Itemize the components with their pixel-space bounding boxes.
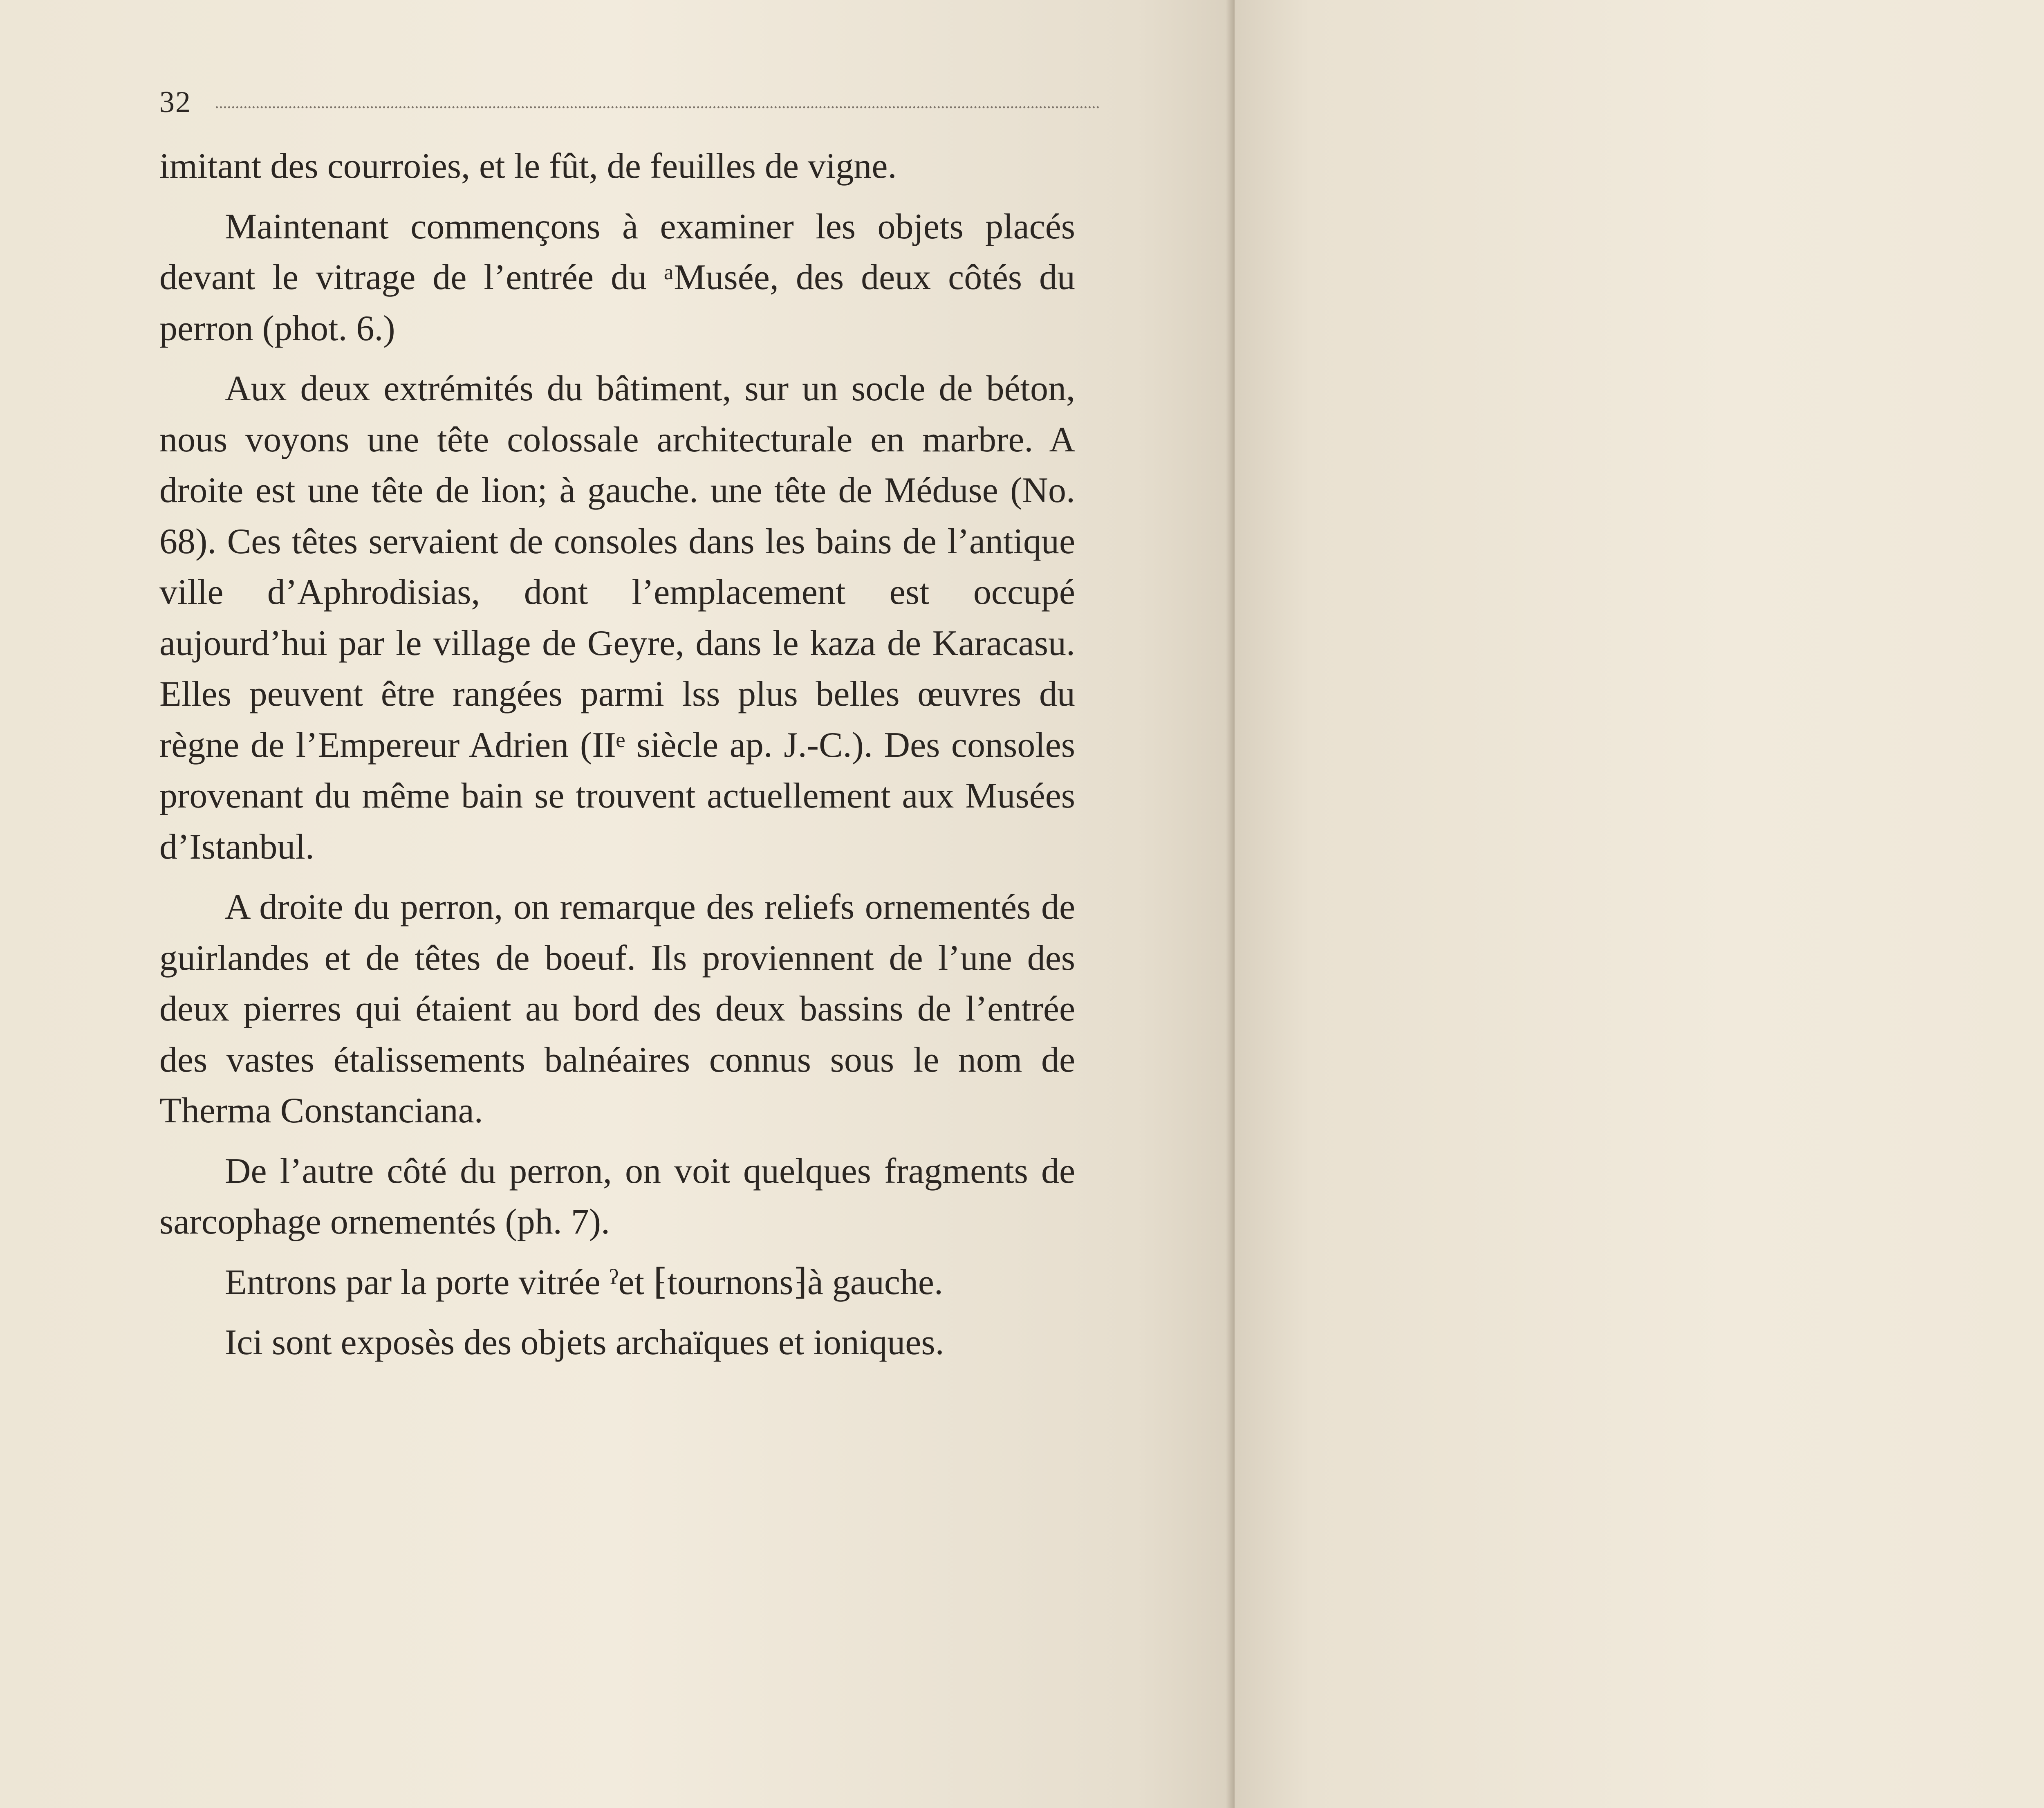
paragraph-5: De l’autre côté du perron, on voit quelques fragments de sarcophage ornementés (ph. 7). bbox=[159, 1151, 1075, 1242]
right-page bbox=[1235, 0, 2044, 1808]
page-number-left: 32 bbox=[159, 85, 191, 119]
header-dotted-rule bbox=[216, 106, 1100, 108]
paragraph-7: Ici sont exposès des objets archaïques et ioniques. bbox=[225, 1323, 944, 1362]
paragraph-6: Entrons par la porte vitrée ˀet ⁅tournons⁆à gauche. bbox=[225, 1262, 943, 1302]
paragraph-2: Maintenant commençons à examiner les objets placés devant le vitrage de l’entrée du ᵃMusée, des deux côtés du perron (phot. 6.) bbox=[159, 206, 1075, 348]
body-text bbox=[159, 141, 1075, 1378]
paragraph-3: Aux deux extrémités du bâtiment, sur un socle de béton, nous voyons une tête colossale architecturale en marbre. A droite est une tête de lion; à gauche. une tête de Méduse (No. 68). Ces têtes servaient de consoles dans les bains de l’antique ville d’Aphrodisias, dont l’emplacement est occupé aujourd’hui par le village de Geyre, dans le kaza de Karacasu. Elles peuvent être rangées parmi lss plus belles œuvres du règne de l’Empereur Adrien (IIᵉ siècle ap. J.-C.). Des consoles provenant du même bain se trouvent actuellement aux Musées d’Istanbul. bbox=[159, 369, 1075, 867]
paragraph-4: A droite du perron, on remarque des reliefs ornementés de guirlandes et de têtes de boeuf. Ils proviennent de l’une des deux pierres qui étaient au bord des deux bassins de l’entrée des vastes étalissements balnéaires connus sous le nom de Therma Constanciana. bbox=[159, 887, 1075, 1131]
paragraph-1: imitant des courroies, et le fût, de feuilles de vigne. bbox=[159, 146, 897, 186]
running-header bbox=[159, 84, 1100, 121]
